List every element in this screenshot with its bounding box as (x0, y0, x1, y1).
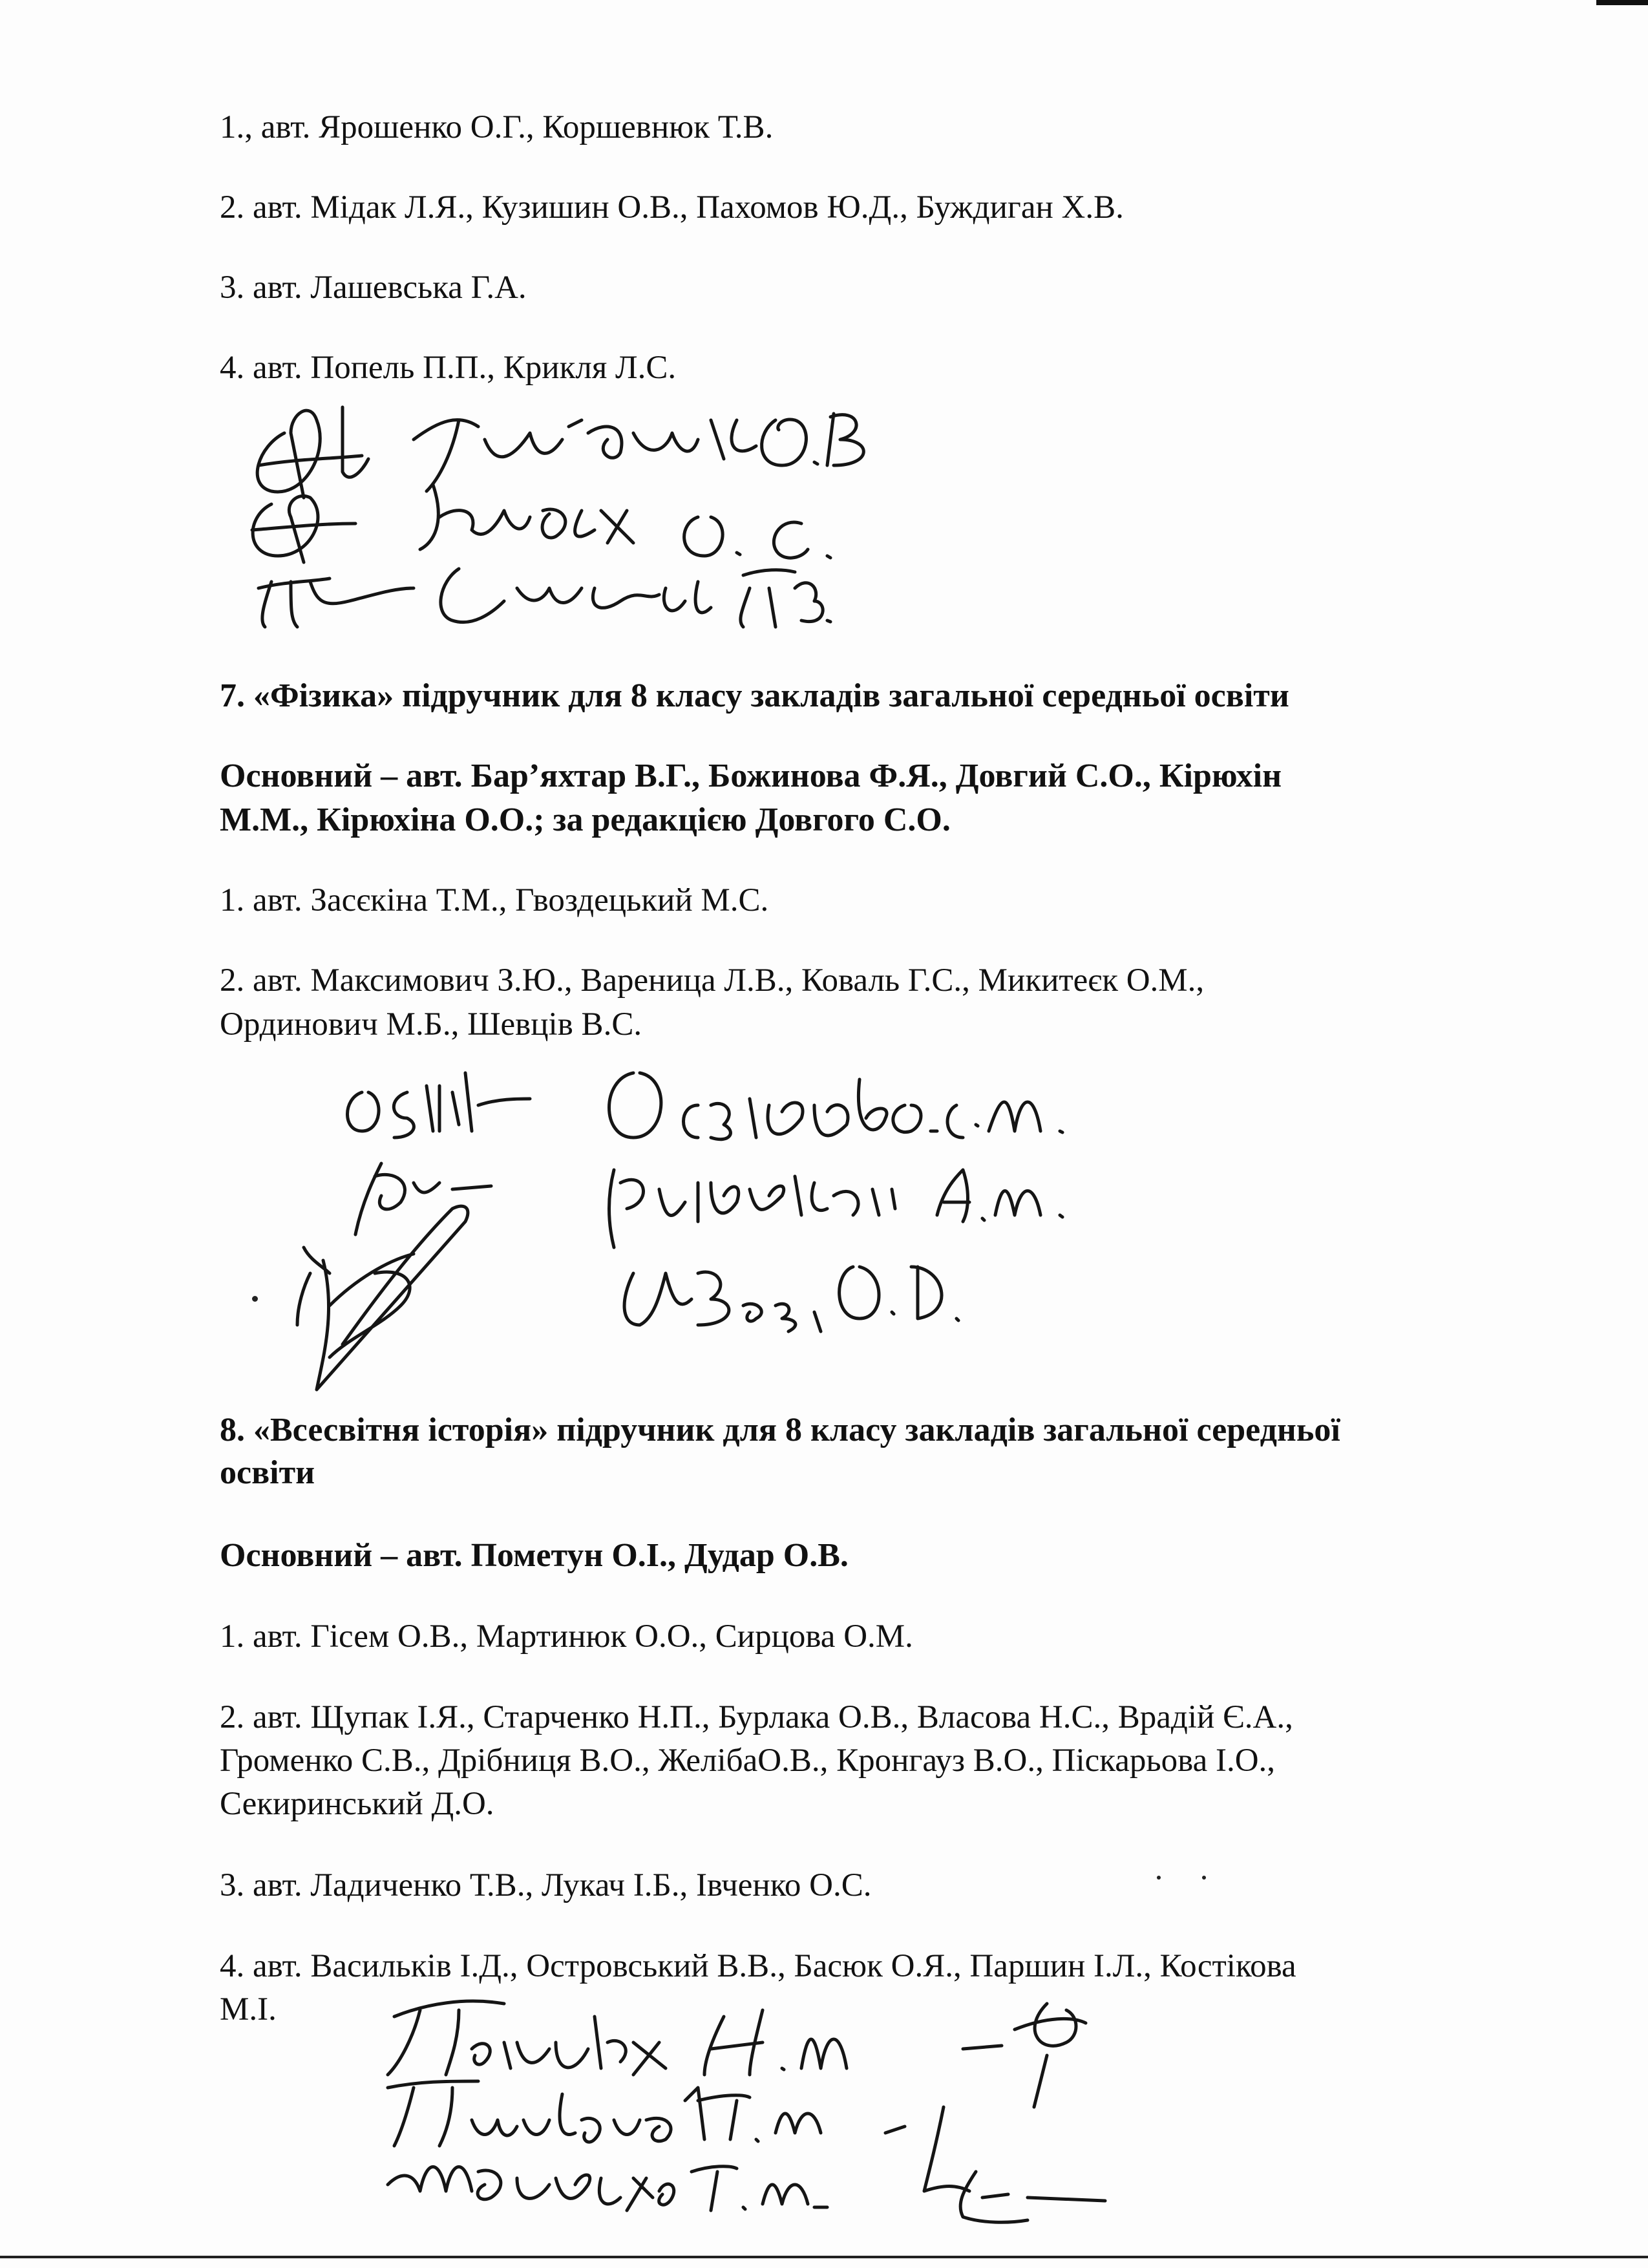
handwritten-signatures-block-3 (362, 1978, 1137, 2256)
text-line-bold: М.М., Кірюхіна О.О.; за редакцією Довгого С.О. (220, 801, 951, 838)
text-line: 4. авт. Попель П.П., Крикля Л.С. (220, 350, 677, 386)
text-line: 3. авт. Лашевська Г.А. (220, 270, 527, 306)
text-line: 2. авт. Мідак Л.Я., Кузишин О.В., Пахомов Ю.Д., Буждиган Х.В. (220, 189, 1124, 226)
ink-dot (1202, 1876, 1206, 1880)
text-line: Ординович М.Б., Шевців В.С. (220, 1006, 642, 1043)
section-heading: 7. «Фізика» підручник для 8 класу закладів загальної середньої освіти (220, 677, 1289, 714)
text-line: 1. авт. Гісем О.В., Мартинюк О.О., Сирцова О.М. (220, 1618, 913, 1655)
scan-edge-mark (1596, 0, 1648, 5)
text-line: 2. авт. Максимович З.Ю., Вареница Л.В., Коваль Г.С., Микитеєк О.М., (220, 962, 1205, 999)
text-line: 4. авт. Васильків І.Д., Островський В.В., Басюк О.Я., Паршин І.Л., Костікова (220, 1948, 1296, 1984)
text-line: М.І. (220, 1991, 277, 2028)
text-line: 3. авт. Ладиченко Т.В., Лукач І.Б., Івченко О.С. (220, 1867, 872, 1903)
text-line: 2. авт. Щупак І.Я., Старченко Н.П., Бурлака О.В., Власова Н.С., Врадій Є.А., (220, 1699, 1293, 1735)
scan-edge-line (0, 2256, 1648, 2258)
text-line-bold: Основний – авт. Пометун О.І., Дудар О.В. (220, 1537, 849, 1574)
section-heading-continued: освіти (220, 1454, 315, 1491)
text-line: Громенко С.В., Дрібниця В.О., ЖелібаО.В., Кронгауз В.О., Піскарьова І.О., (220, 1743, 1276, 1779)
handwritten-signatures-block-1 (246, 394, 924, 633)
text-line: 1., авт. Ярошенко О.Г., Коршевнюк Т.В. (220, 109, 774, 145)
ink-dot (1157, 1876, 1161, 1880)
handwritten-signatures-block-2 (246, 1054, 1086, 1409)
section-heading: 8. «Всесвітня історія» підручник для 8 класу закладів загальної середньої (220, 1412, 1340, 1448)
text-line: Секиринський Д.О. (220, 1786, 494, 1822)
text-line-bold: Основний – авт. Бар’яхтар В.Г., Божинова Ф.Я., Довгий С.О., Кірюхін (220, 758, 1282, 794)
ink-dot (252, 1296, 258, 1302)
text-line: 1. авт. Засєкіна Т.М., Гвоздецький М.С. (220, 882, 769, 918)
